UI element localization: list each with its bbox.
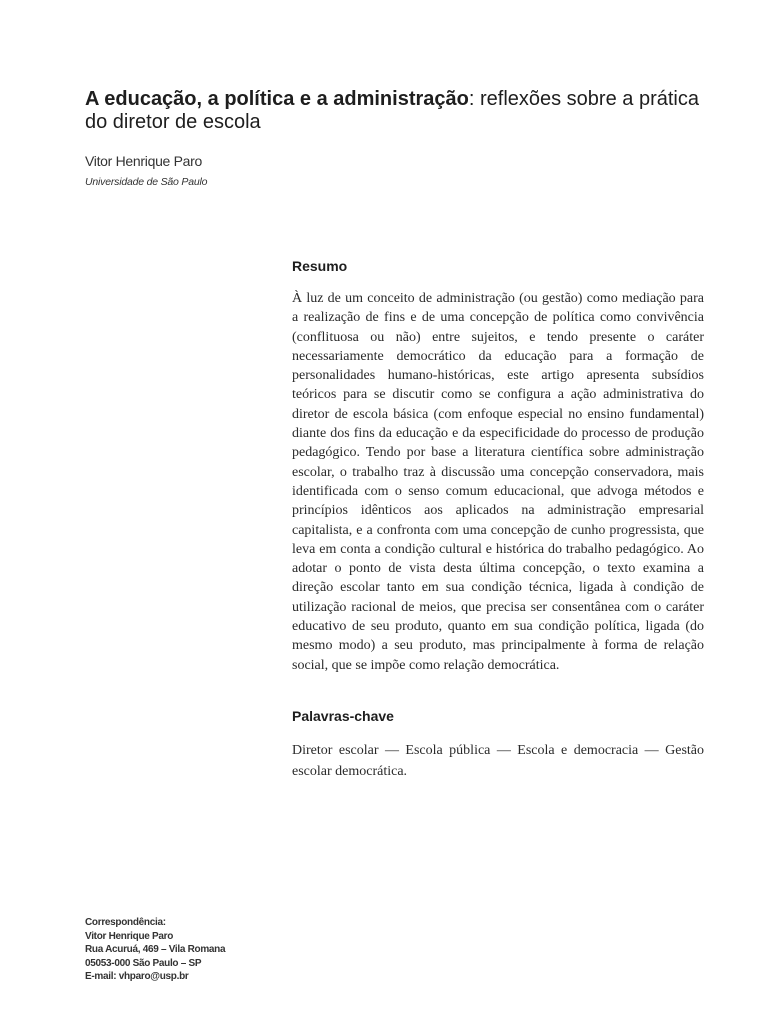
correspondence-label: Correspondência: bbox=[85, 917, 166, 928]
correspondence-name: Vitor Henrique Paro bbox=[85, 930, 174, 942]
correspondence-city: 05053-000 São Paulo – SP bbox=[85, 957, 202, 969]
article-title-main: A educação, a política e a administração bbox=[85, 88, 469, 110]
keywords-heading: Palavras-chave bbox=[292, 708, 394, 724]
author-name: Vitor Henrique Paro bbox=[85, 153, 202, 169]
correspondence-email: E-mail: vhparo@usp.br bbox=[85, 971, 189, 982]
article-title bbox=[85, 88, 725, 134]
correspondence-block bbox=[85, 916, 225, 984]
abstract-heading: Resumo bbox=[292, 258, 348, 274]
article-title-subtitle: : reflexões sobre a prática do diretor de escola bbox=[85, 88, 699, 133]
author-affiliation: Universidade de São Paulo bbox=[85, 176, 208, 188]
keywords-text: Diretor escolar — Escola pública — Escola e democracia — Gestão escolar democrática. bbox=[292, 743, 704, 779]
abstract-text: À luz de um conceito de administração (ou gestão) como mediação para a realização de fins e de uma concepção de política como convivência (conflituosa ou não) entre sujeitos, e tendo presente o caráter necessariamente democrático da educação para a formação de personalidades humano-históricas, este artigo apresenta subsídios teóricos para se discutir como se configura a ação administrativa do diretor de escola básica (com enfoque especial no ensino fundamental) diante dos fins da educação e da especificidade do processo de produção pedagógico. Tendo por base a literatura científica sobre administração escolar, o trabalho traz à discussão uma concepção conservadora, mais identificada com o senso comum educacional, que advoga métodos e princípios idênticos aos aplicados na administração empresarial capitalista, e a confronta com uma concepção de cunho progressista, que leva em conta a condição cultural e histórica do trabalho pedagógico. Ao adotar o ponto de vista desta última concepção, o texto examina a direção escolar tanto em sua condição técnica, ligada à condição de utilização racional de meios, que precisa ser consentânea com o caráter educativo de seu produto, quanto em sua condição política, ligada (do mesmo modo) a seu produto, mas principalmente à forma de relação social, que se impõe como relação democrática. bbox=[292, 291, 704, 673]
correspondence-street: Rua Acuruá, 469 – Vila Romana bbox=[85, 944, 226, 955]
